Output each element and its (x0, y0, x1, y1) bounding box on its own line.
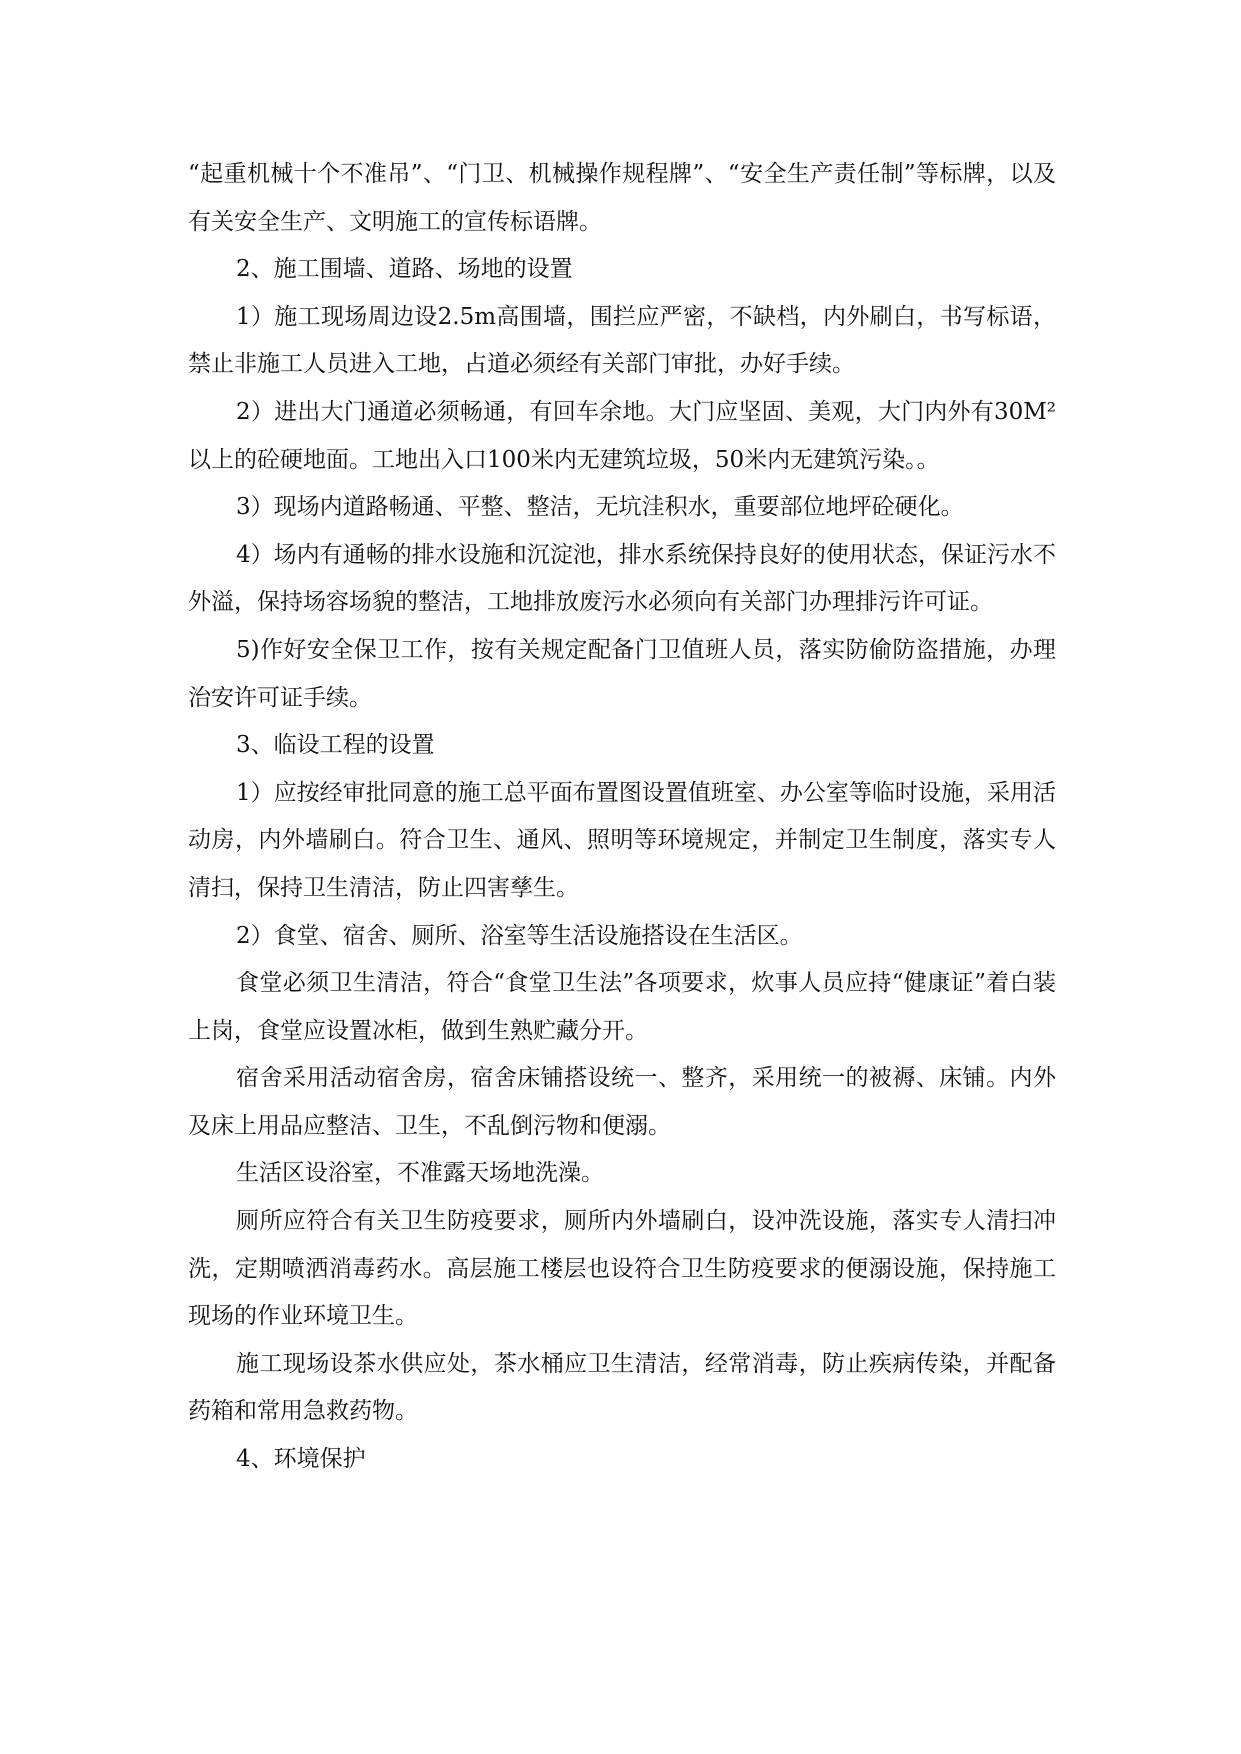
paragraph-drainage: 4）场内有通畅的排水设施和沉淀池，排水系统保持良好的使用状态，保证污水不外溢，保持场容场貌的整洁，工地排放废污水必须向有关部门办理排污许可证。 (188, 541, 1056, 616)
paragraph-dormitory: 宿舍采用活动宿舍房，宿舍床铺搭设统一、整齐，采用统一的被褥、床铺。内外及床上用品应整洁、卫生，不乱倒污物和便溺。 (188, 1065, 1056, 1139)
heading-environmental-protection: 4、环境保护 (236, 1446, 366, 1473)
paragraph-security: 5)作好安全保卫工作，按有关规定配备门卫值班人员，落实防偷防盗措施，办理治安许可证手续。 (188, 636, 1056, 711)
paragraph-internal-roads: 3）现场内道路畅通、平整、整洁，无坑洼积水，重要部位地坪砼硬化。 (236, 494, 964, 521)
paragraph-gate-access: 2）进出大门通道必须畅通，有回车余地。大门应坚固、美观，大门内外有30M²以上的砼硬地面。工地出入口100米内无建筑垃圾，50米内无建筑污染。。 (188, 398, 1056, 473)
heading-wall-road-site: 2、施工围墙、道路、场地的设置 (236, 256, 573, 283)
paragraph-site-offices: 1）应按经审批同意的施工总平面布置图设置值班室、办公室等临时设施，采用活动房，内外墙刷白。符合卫生、通风、照明等环境规定，并制定卫生制度，落实专人清扫，保持卫生清洁，防止四害孳生。 (188, 779, 1056, 901)
paragraph-toilets: 厕所应符合有关卫生防疫要求，厕所内外墙刷白，设冲洗设施，落实专人清扫冲洗，定期喷洒消毒药水。高层施工楼层也设符合卫生防疫要求的便溺设施，保持施工现场的作业环境卫生。 (188, 1208, 1056, 1330)
paragraph-canteen: 食堂必须卫生清洁，符合“食堂卫生法”各项要求，炊事人员应持“健康证”着白装上岗，食堂应设置冰柜，做到生熟贮藏分开。 (188, 970, 1056, 1044)
paragraph-bathroom: 生活区设浴室，不准露天场地洗澡。 (236, 1160, 604, 1187)
paragraph-tea-station: 施工现场设茶水供应处，茶水桶应卫生清洁，经常消毒，防止疾病传染，并配备药箱和常用急救药物。 (188, 1350, 1056, 1425)
paragraph-perimeter-wall: 1）施工现场周边设2.5m高围墙，围拦应严密，不缺档，内外刷白，书写标语，禁止非施工人员进入工地，占道必须经有关部门审批，办好手续。 (188, 303, 1056, 378)
paragraph-living-facilities: 2）食堂、宿舍、厕所、浴室等生活设施搭设在生活区。 (236, 922, 803, 949)
paragraph-signage: “起重机械十个不准吊”、“门卫、机械操作规程牌”、“安全生产责任制”等标牌，以及有关安全生产、文明施工的宣传标语牌。 (188, 161, 1056, 235)
heading-temporary-facilities: 3、临设工程的设置 (236, 732, 435, 759)
